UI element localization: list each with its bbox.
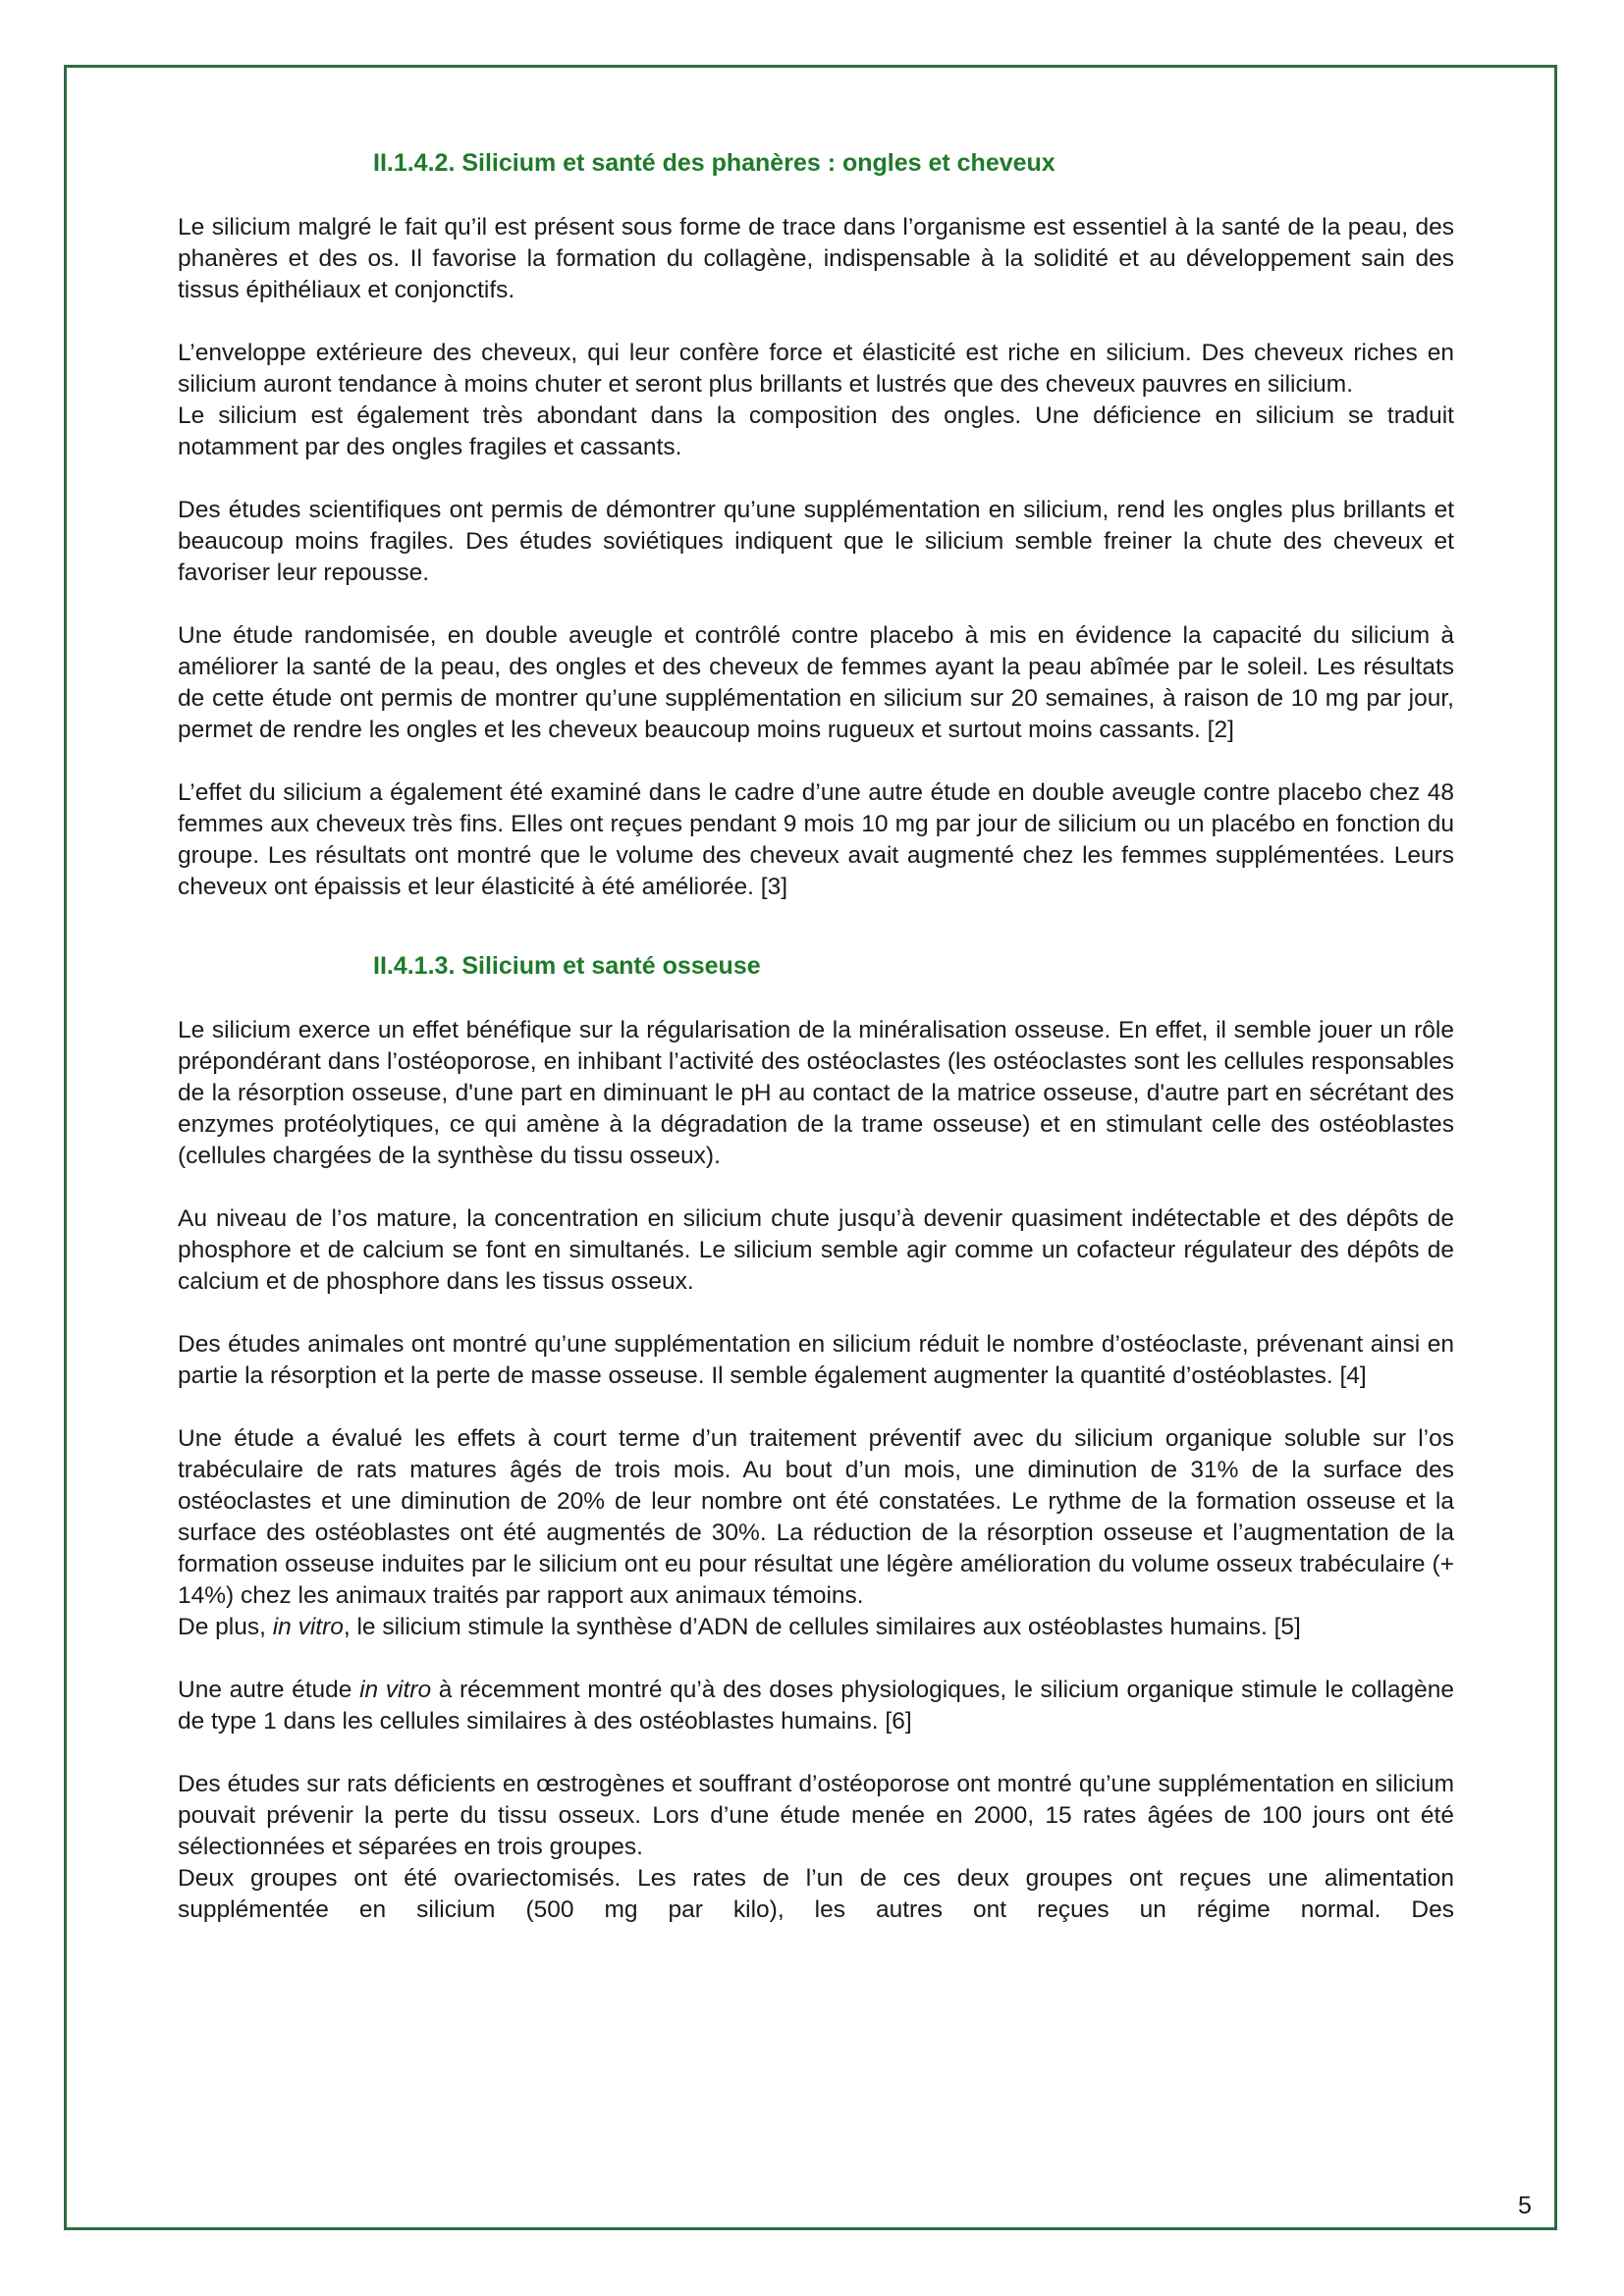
paragraph: Au niveau de l’os mature, la concentration en silicium chute jusqu’à devenir quasiment indétectable et des dépôts de phosphore et de calcium se font en simultanés. Le silicium semble agir comme un cofacteur régulateur des dépôts de calcium et de phosphore dans les tissus osseux.	[178, 1205, 1454, 1295]
paragraph: Des études animales ont montré qu’une supplémentation en silicium réduit le nombre d’ostéoclaste, prévenant ainsi en partie la résorption et la perte de masse osseuse. Il semble également augmenter la quantité d’ostéoblastes. [4]	[178, 1331, 1454, 1389]
paragraph	[178, 1675, 1454, 1737]
paragraph: Deux groupes ont été ovariectomisés. Les rates de l’un de ces deux groupes ont reçues une alimentation supplémentée en silicium (500 mg par kilo), les autres ont reçues un régime normal. Des	[178, 1865, 1454, 1923]
paragraph: L’enveloppe extérieure des cheveux, qui leur confère force et élasticité est riche en silicium. Des cheveux riches en silicium auront tendance à moins chuter et seront plus brillants et lustrés que des cheveux pauvres en silicium.	[178, 340, 1454, 398]
section-heading-osseuse: II.4.1.3. Silicium et santé osseuse	[373, 952, 761, 980]
section-heading-phaneres: II.1.4.2. Silicium et santé des phanères : ongles et cheveux	[373, 149, 1056, 177]
document-body	[178, 147, 1454, 1926]
paragraph: Le silicium exerce un effet bénéfique sur la régularisation de la minéralisation osseuse. En effet, il semble jouer un rôle prépondérant dans l’ostéoporose, en inhibant l’activité des ostéoclastes (les ostéoclastes sont les cellules responsables de la résorption osseuse, d'une part en diminuant le pH au contact de la matrice osseuse, d'autre part en sécrétant des enzymes protéolytiques, ce qui amène à la dégradation de la trame osseuse) et en stimulant celle des ostéoblastes (cellules chargées de la synthèse du tissu osseux).	[178, 1017, 1454, 1169]
paragraph	[178, 1612, 1454, 1643]
paragraph: Une étude a évalué les effets à court terme d’un traitement préventif avec du silicium organique soluble sur l’os trabéculaire de rats matures âgés de trois mois. Au bout d’un mois, une diminution de 31% de la surface des ostéoclastes et une diminution de 20% de leur nombre ont été constatées. Le rythme de la formation osseuse et la surface des ostéoblastes ont été augmentés de 30%. La réduction de la résorption osseuse et l’augmentation de la formation osseuse induites par le silicium ont eu pour résultat une légère amélioration du volume osseux trabéculaire (+ 14%) chez les animaux traités par rapport aux animaux témoins.	[178, 1425, 1454, 1609]
paragraph: Le silicium malgré le fait qu’il est présent sous forme de trace dans l’organisme est essentiel à la santé de la peau, des phanères et des os. Il favorise la formation du collagène, indispensable à la solidité et au développement sain des tissus épithéliaux et conjonctifs.	[178, 214, 1454, 303]
text-run: De plus,	[178, 1614, 273, 1640]
italic-term: in vitro	[272, 1614, 344, 1640]
text-run: à récemment montré qu’à des doses physiologiques, le silicium organique stimule le collagène de type 1 dans les cellules similaires à des ostéoblastes humains. [6]	[178, 1677, 1454, 1735]
text-run: , le silicium stimule la synthèse d’ADN de cellules similaires aux ostéoblastes humains. [5]	[343, 1614, 1301, 1640]
italic-term: in vitro	[359, 1677, 432, 1703]
paragraph: Des études scientifiques ont permis de démontrer qu’une supplémentation en silicium, rend les ongles plus brillants et beaucoup moins fragiles. Des études soviétiques indiquent que le silicium semble freiner la chute des cheveux et favoriser leur repousse.	[178, 497, 1454, 586]
paragraph: Des études sur rats déficients en œstrogènes et souffrant d’ostéoporose ont montré qu’une supplémentation en silicium pouvait prévenir la perte du tissu osseux. Lors d’une étude menée en 2000, 15 rates âgées de 100 jours ont été sélectionnées et séparées en trois groupes.	[178, 1771, 1454, 1860]
paragraph: Le silicium est également très abondant dans la composition des ongles. Une déficience en silicium se traduit notamment par des ongles fragiles et cassants.	[178, 402, 1454, 460]
paragraph: L’effet du silicium a également été examiné dans le cadre d’une autre étude en double aveugle contre placebo chez 48 femmes aux cheveux très fins. Elles ont reçues pendant 9 mois 10 mg par jour de silicium ou un placébo en fonction du groupe. Les résultats ont montré que le volume des cheveux avait augmenté chez les femmes supplémentées. Leurs cheveux ont épaissis et leur élasticité à été améliorée. [3]	[178, 779, 1454, 900]
paragraph: Une étude randomisée, en double aveugle et contrôlé contre placebo à mis en évidence la capacité du silicium à améliorer la santé de la peau, des ongles et des cheveux de femmes ayant la peau abîmée par le soleil. Les résultats de cette étude ont permis de montrer qu’une supplémentation en silicium sur 20 semaines, à raison de 10 mg par jour, permet de rendre les ongles et les cheveux beaucoup moins rugueux et surtout moins cassants. [2]	[178, 622, 1454, 743]
text-run: Une autre étude	[178, 1677, 360, 1703]
page-number: 5	[1518, 2192, 1532, 2219]
